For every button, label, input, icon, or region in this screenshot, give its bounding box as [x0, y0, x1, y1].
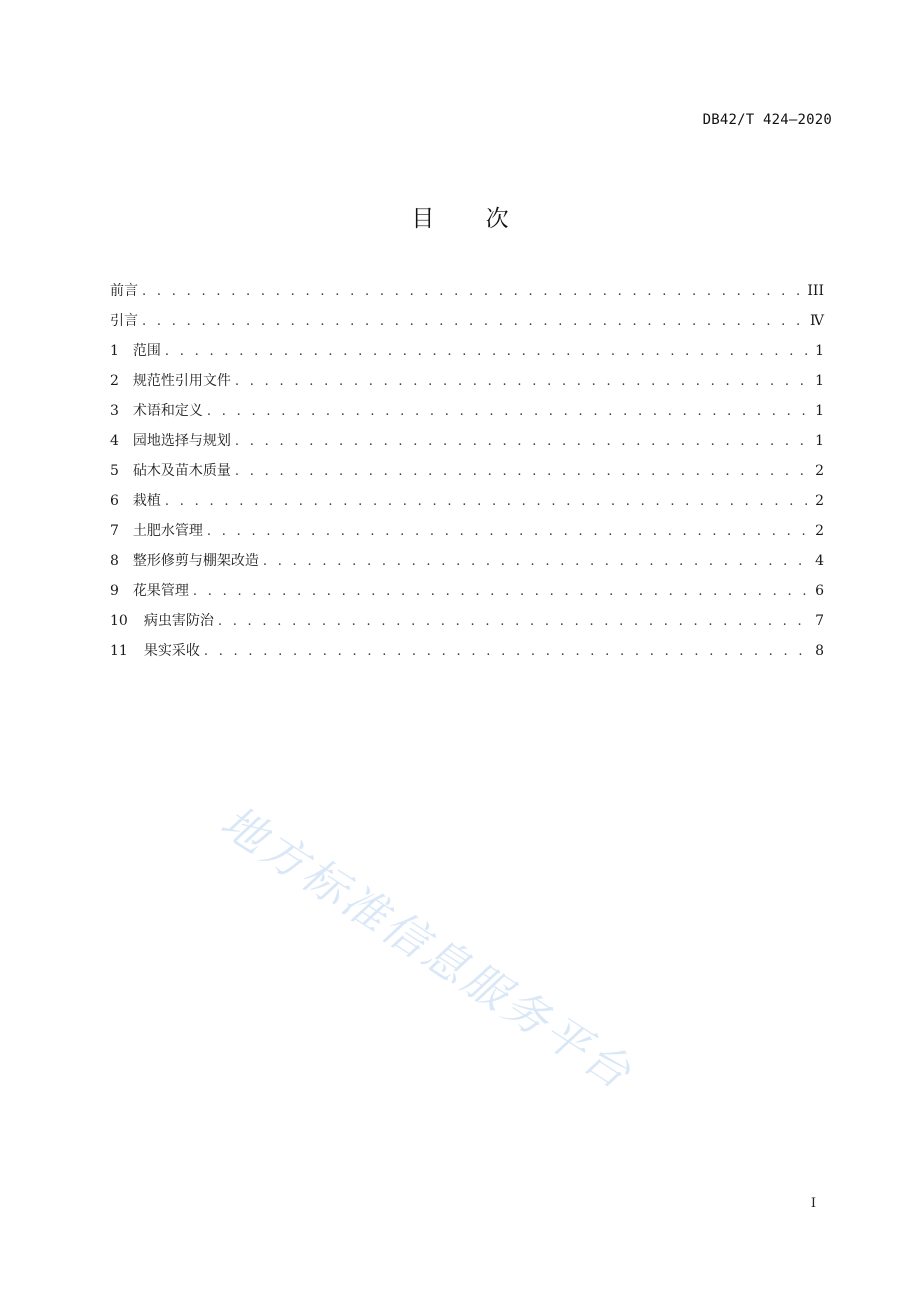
toc-entry-9[interactable]	[110, 576, 824, 606]
toc-entry-page: 2	[815, 523, 824, 539]
toc-entry-label: 栽植	[132, 493, 161, 509]
toc-entry-page: 4	[815, 553, 824, 569]
toc-entry-number: 1	[110, 343, 119, 359]
toc-entry-3[interactable]	[110, 396, 824, 426]
toc-entry-number: 10	[110, 613, 128, 629]
toc-entry-page: 6	[815, 583, 824, 599]
toc-entry-label: 规范性引用文件	[132, 373, 231, 389]
toc-entry-label: 病虫害防治	[143, 613, 214, 629]
toc-entry-number: 7	[110, 523, 119, 539]
toc-entry-6[interactable]	[110, 486, 824, 516]
dot-leader	[207, 517, 810, 547]
page-number: I	[810, 1196, 816, 1211]
dot-leader	[263, 547, 810, 577]
dot-leader	[142, 277, 803, 307]
toc-entry-8[interactable]	[110, 546, 824, 576]
toc-entry-label: 术语和定义	[132, 403, 203, 419]
dot-leader	[165, 337, 810, 367]
dot-leader	[235, 457, 810, 487]
dot-leader	[193, 577, 810, 607]
toc-entry-page: 2	[815, 493, 824, 509]
dot-leader	[204, 637, 810, 667]
toc-entry-number: 2	[110, 373, 119, 389]
watermark: 地方标准信息服务平台	[211, 796, 642, 1101]
dot-leader	[165, 487, 810, 517]
toc-entry-label: 花果管理	[132, 583, 189, 599]
toc-entry-page: Ⅳ	[810, 313, 824, 329]
standard-code: DB42/T 424—2020	[702, 112, 832, 128]
dot-leader	[235, 367, 810, 397]
toc-entry-label: 果实采收	[143, 643, 200, 659]
toc-entry-label: 园地选择与规划	[132, 433, 231, 449]
toc-entry-page: 1	[815, 433, 824, 449]
toc-entry-number: 3	[110, 403, 119, 419]
dot-leader	[218, 607, 810, 637]
toc-entry-page: 1	[815, 373, 824, 389]
toc-entry-label: 前言	[110, 283, 138, 299]
table-of-contents	[110, 276, 824, 666]
dot-leader	[207, 397, 810, 427]
toc-entry-10[interactable]	[110, 606, 824, 636]
toc-entry-5[interactable]	[110, 456, 824, 486]
toc-entry-page: 8	[815, 643, 824, 659]
toc-entry-number: 11	[110, 643, 128, 659]
toc-entry-label: 范围	[132, 343, 161, 359]
page-title: 目 次	[411, 206, 531, 232]
toc-entry-number: 9	[110, 583, 119, 599]
toc-entry-label: 整形修剪与棚架改造	[132, 553, 259, 569]
toc-entry-number: 6	[110, 493, 119, 509]
toc-entry-page: 2	[815, 463, 824, 479]
toc-entry-page: 1	[815, 343, 824, 359]
toc-entry-number: 8	[110, 553, 119, 569]
toc-entry-number: 4	[110, 433, 119, 449]
toc-entry-label: 砧木及苗木质量	[132, 463, 231, 479]
toc-entry-7[interactable]	[110, 516, 824, 546]
dot-leader	[235, 427, 810, 457]
toc-entry-page: III	[807, 283, 824, 299]
toc-entry-label: 引言	[110, 313, 138, 329]
toc-entry-4[interactable]	[110, 426, 824, 456]
toc-entry-number: 5	[110, 463, 119, 479]
toc-entry-2[interactable]	[110, 366, 824, 396]
toc-entry-page: 1	[815, 403, 824, 419]
toc-entry-foreword[interactable]	[110, 276, 824, 306]
toc-entry-introduction[interactable]	[110, 306, 824, 336]
toc-entry-label: 土肥水管理	[132, 523, 203, 539]
toc-entry-1[interactable]	[110, 336, 824, 366]
toc-entry-11[interactable]	[110, 636, 824, 666]
toc-entry-page: 7	[815, 613, 824, 629]
dot-leader	[142, 307, 806, 337]
